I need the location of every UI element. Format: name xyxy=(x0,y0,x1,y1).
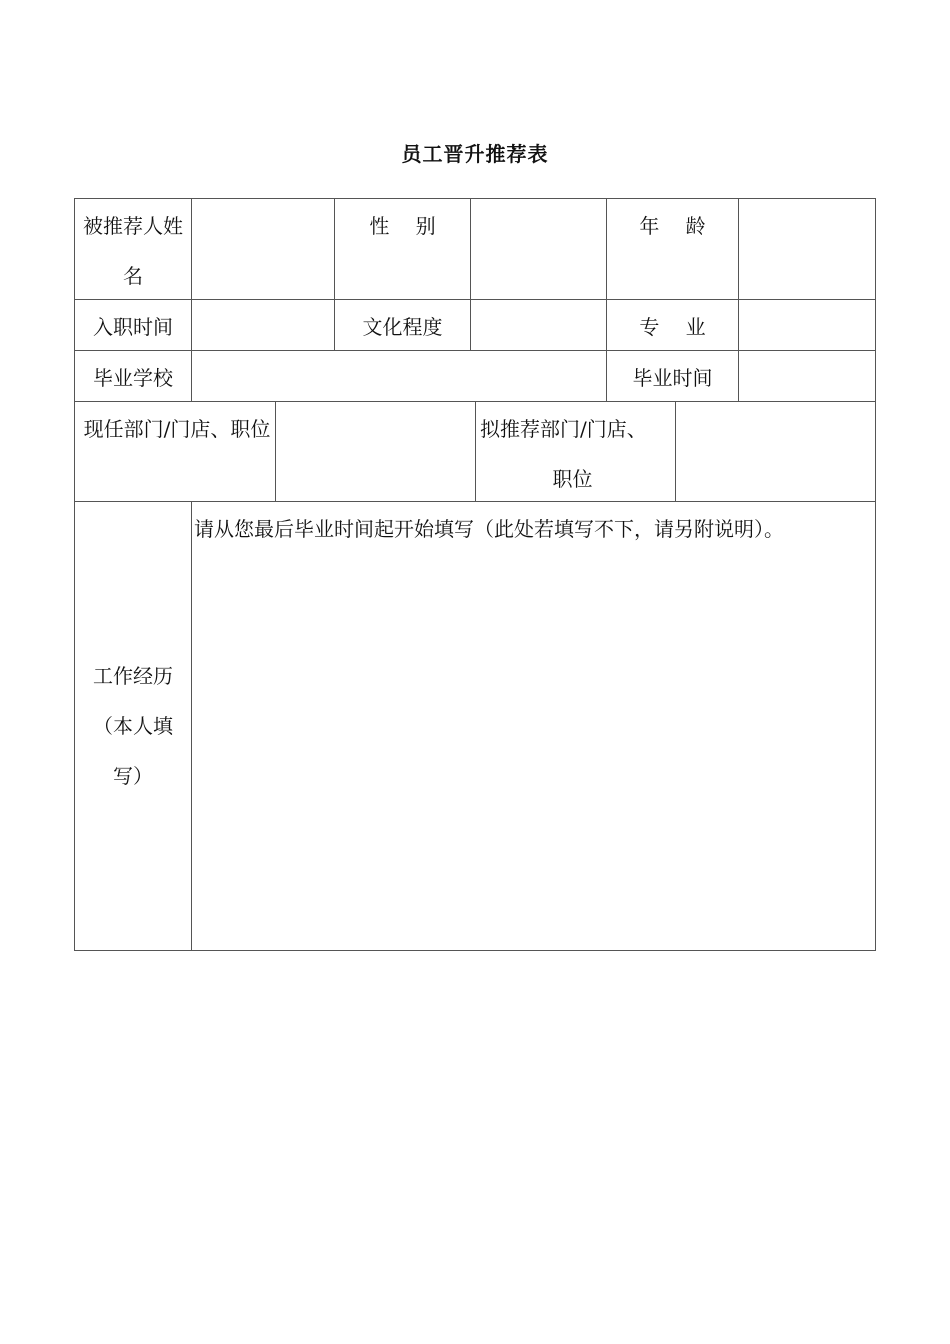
hire-date-label: 入职时间 xyxy=(93,315,173,339)
grad-time-label-cell xyxy=(606,350,739,402)
proposed-dept-label: 拟推荐部门/门店、职位 xyxy=(480,417,647,491)
gender-value-field[interactable] xyxy=(470,198,607,300)
education-label: 文化程度 xyxy=(362,315,443,339)
form-title: 员工晋升推荐表 xyxy=(401,142,549,166)
gender-label: 性 别 xyxy=(369,214,436,238)
grad-time-label: 毕业时间 xyxy=(632,366,713,390)
age-label-cell xyxy=(606,198,739,300)
major-label: 专 业 xyxy=(639,315,706,339)
current-dept-value-field[interactable] xyxy=(275,401,476,502)
major-label-cell xyxy=(606,299,739,351)
hire-date-value-field[interactable] xyxy=(191,299,335,351)
work-history-instruction: 请从您最后毕业时间起开始填写（此处若填写不下，请另附说明）。 xyxy=(194,517,784,541)
education-label-cell xyxy=(334,299,471,351)
name-label: 被推荐人姓名 xyxy=(83,214,183,288)
work-history-label: 工作经历（本人填写） xyxy=(93,664,173,788)
name-value-field[interactable] xyxy=(191,198,335,300)
proposed-dept-label-cell xyxy=(475,401,676,502)
current-dept-label-cell xyxy=(74,401,276,502)
work-history-label-cell xyxy=(74,501,192,951)
name-label-cell xyxy=(74,198,192,300)
current-dept-label: 现任部门/门店、职位 xyxy=(83,417,271,441)
education-value-field[interactable] xyxy=(470,299,607,351)
work-history-value-field[interactable] xyxy=(191,501,876,951)
school-label: 毕业学校 xyxy=(93,366,173,390)
age-label: 年 龄 xyxy=(639,214,706,238)
school-label-cell xyxy=(74,350,192,402)
gender-label-cell xyxy=(334,198,471,300)
major-value-field[interactable] xyxy=(738,299,876,351)
proposed-dept-value-field[interactable] xyxy=(675,401,876,502)
grad-time-value-field[interactable] xyxy=(738,350,876,402)
age-value-field[interactable] xyxy=(738,198,876,300)
hire-date-label-cell xyxy=(74,299,192,351)
school-value-field[interactable] xyxy=(191,350,607,402)
